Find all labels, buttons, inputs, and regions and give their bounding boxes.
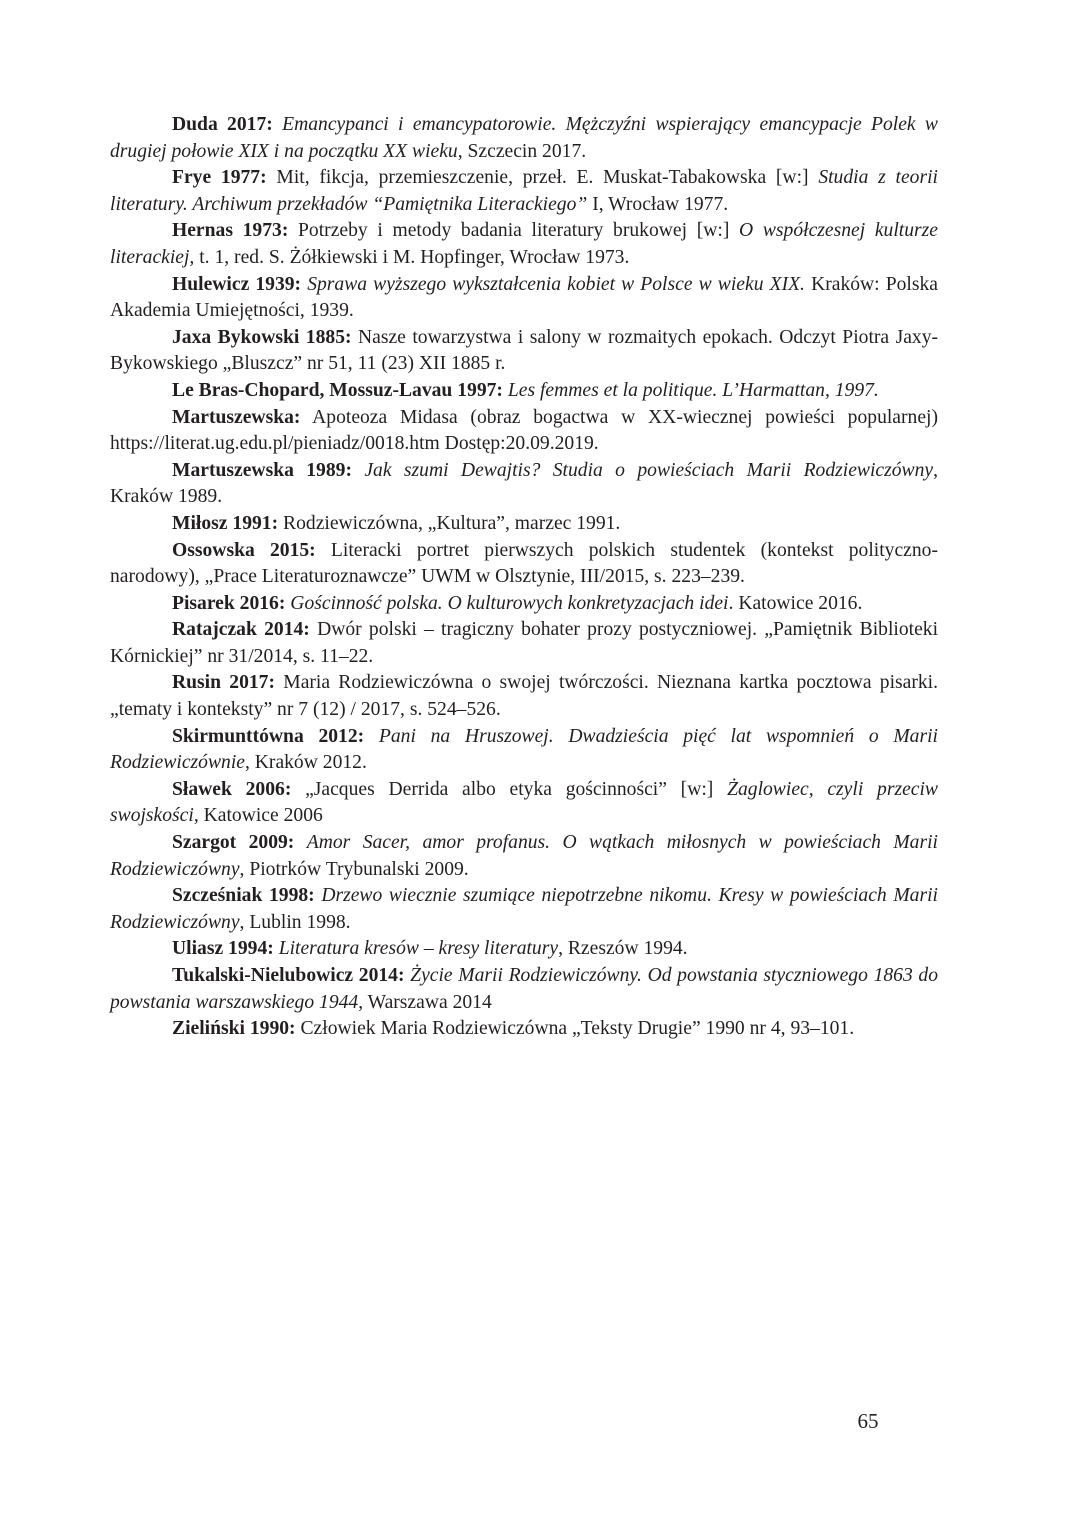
entry-title: Literatura kresów – kresy literatury bbox=[278, 938, 559, 960]
entry-author: Sławek 2006: bbox=[172, 778, 292, 800]
entry-text: Apoteoza Midasa (obraz bogactwa w XX-wiecznej powieści popularnej) https://literat.ug.edu.pl/pieniadz/0018.htm Dostęp:20.09.2019. bbox=[110, 406, 938, 455]
entry-title: Żaglowiec, czyli przeciw swojskości bbox=[110, 778, 938, 827]
entry-text: , Kraków 1989. bbox=[110, 459, 938, 508]
entry-author: Ratajczak 2014: bbox=[172, 619, 310, 641]
entry-author: Szargot 2009: bbox=[172, 832, 295, 854]
entry-title: Drzewo wiecznie szumiące niepotrzebne nikomu. Kresy w powieściach Marii Rodziewiczówny bbox=[110, 885, 938, 933]
bibliography-entry bbox=[110, 272, 938, 325]
entry-text: t. 1, red. S. Żółkiewski i M. Hopfinger, Wrocław 1973. bbox=[194, 246, 630, 268]
entry-title: O współczesnej kulturze literackiej, bbox=[110, 220, 938, 268]
entry-author: Ossowska 2015: bbox=[172, 539, 316, 561]
entry-title: Pani na Hruszowej. Dwadzieścia pięć lat wspomnień o Marii Rodziewiczównie bbox=[110, 725, 938, 774]
entry-author: Miłosz 1991: bbox=[172, 512, 279, 534]
bibliography-entry bbox=[110, 830, 938, 883]
entry-text: , Kraków 2012. bbox=[244, 752, 367, 774]
entry-text: Nasze towarzystwa i salony w rozmaitych epokach. Odczyt Piotra Jaxy- Bykowskiego „Bluszcz” nr 51, 11 (23) XII 1885 r. bbox=[110, 326, 939, 375]
entry-title: Emancypanci i emancypatorowie. Mężczyźni wspierający emancypacje Polek w drugiej połowie XIX i na początku XX wieku bbox=[110, 114, 939, 162]
entry-text: I, Wrocław 1977. bbox=[587, 193, 729, 215]
entry-author: Jaxa Bykowski 1885: bbox=[172, 326, 352, 348]
entry-author: Tukalski-Nielubowicz 2014: bbox=[172, 965, 405, 986]
entry-text: Kraków: Polska Akademia Umiejętności, 1939. bbox=[110, 273, 938, 322]
entry-title: Sprawa wyższego wykształcenia kobiet w Polsce w wieku XIX. bbox=[307, 273, 805, 295]
bibliography-entry bbox=[110, 218, 938, 271]
bibliography-entry bbox=[110, 617, 938, 670]
bibliography-entry bbox=[110, 670, 938, 723]
bibliography-entry bbox=[110, 883, 938, 936]
entry-text: , Rzeszów 1994. bbox=[558, 938, 688, 960]
bibliography-entry bbox=[110, 777, 938, 830]
entry-text: Mit, fikcja, przemieszczenie, przeł. E. Muskat-Tabakowska [w:] bbox=[276, 167, 819, 189]
entry-text: Rodziewiczówna, „Kultura”, marzec 1991. bbox=[283, 512, 621, 534]
entry-text: Dwór polski – tragiczny bohater prozy postyczniowej. „Pamiętnik Biblioteki Kórnickiej” nr 31/2014, s. 11–22. bbox=[110, 619, 939, 667]
entry-text: Literacki portret pierwszych polskich studentek (kontekst polityczno-narodowy), „Prace Literaturoznawcze” UWM w Olsztynie, III/2015, s. 223–239. bbox=[110, 539, 938, 588]
entry-title: Les femmes et la politique. L’Harmattan, 1997. bbox=[507, 379, 879, 401]
bibliography-entry bbox=[110, 1016, 938, 1043]
entry-text: . Katowice 2016. bbox=[728, 592, 863, 614]
entry-title: Amor Sacer, amor profanus. O wątkach miłosnych w powieściach Marii Rodziewiczówny bbox=[110, 832, 938, 880]
entry-author: Zieliński 1990: bbox=[172, 1018, 296, 1040]
entry-author: Pisarek 2016: bbox=[172, 592, 286, 614]
bibliography-entry bbox=[110, 458, 938, 511]
entry-text: , Katowice 2006 bbox=[193, 805, 323, 827]
entry-author: Frye 1977: bbox=[172, 167, 267, 189]
bibliography-entry bbox=[110, 936, 938, 963]
bibliography-entry bbox=[110, 538, 938, 591]
entry-author: Rusin 2017: bbox=[172, 672, 275, 694]
bibliography-entry bbox=[110, 591, 938, 618]
bibliography-entry bbox=[110, 112, 938, 165]
entry-title: Studia z teorii literatury. Archiwum przekładów “Pamiętnika Literackiego” bbox=[110, 167, 938, 215]
entry-text: , Piotrków Trybunalski 2009. bbox=[239, 858, 469, 880]
entry-title: Życie Marii Rodziewiczówny. Od powstania styczniowego 1863 do powstania warszawskiego 1944 bbox=[110, 965, 939, 1013]
entry-author: Martuszewska: bbox=[172, 406, 301, 428]
entry-text: , Szczecin 2017. bbox=[457, 140, 587, 162]
bibliography-entry bbox=[110, 405, 938, 458]
bibliography-entry bbox=[110, 378, 938, 405]
entry-author: Skirmunttówna 2012: bbox=[172, 725, 365, 747]
entry-text: „Jacques Derrida albo etyka gościnności” [w:] bbox=[305, 778, 728, 800]
entry-author: Hulewicz 1939: bbox=[172, 273, 302, 295]
bibliography-entry bbox=[110, 165, 938, 218]
bibliography-entry bbox=[110, 963, 938, 1016]
entry-author: Le Bras-Chopard, Mossuz-Lavau 1997: bbox=[172, 379, 503, 401]
entry-text: , Warszawa 2014 bbox=[358, 991, 492, 1013]
bibliography-entry bbox=[110, 724, 938, 777]
entry-title: Jak szumi Dewajtis? Studia o powieściach Marii Rodziewiczówny bbox=[364, 459, 934, 481]
entry-author: Uliasz 1994: bbox=[172, 938, 274, 960]
entry-author: Duda 2017: bbox=[172, 114, 273, 135]
entry-title: Gościnność polska. O kulturowych konkretyzacjach idei bbox=[290, 592, 729, 614]
entry-author: Szcześniak 1998: bbox=[172, 885, 315, 907]
entry-text: Potrzeby i metody badania literatury brukowej [w:] bbox=[298, 220, 740, 242]
entry-author: Martuszewska 1989: bbox=[172, 459, 352, 481]
entry-text: Człowiek Maria Rodziewiczówna „Teksty Drugie” 1990 nr 4, 93–101. bbox=[300, 1018, 855, 1040]
bibliography-entry bbox=[110, 325, 938, 378]
bibliography-list bbox=[110, 112, 938, 1043]
page-number: 65 bbox=[857, 1409, 879, 1433]
entry-text: Maria Rodziewiczówna o swojej twórczości. Nieznana kartka pocztowa pisarki. „tematy i konteksty” nr 7 (12) / 2017, s. 524–526. bbox=[110, 672, 939, 721]
entry-author: Hernas 1973: bbox=[172, 220, 289, 242]
bibliography-entry bbox=[110, 511, 938, 538]
entry-text: , Lublin 1998. bbox=[239, 911, 351, 933]
